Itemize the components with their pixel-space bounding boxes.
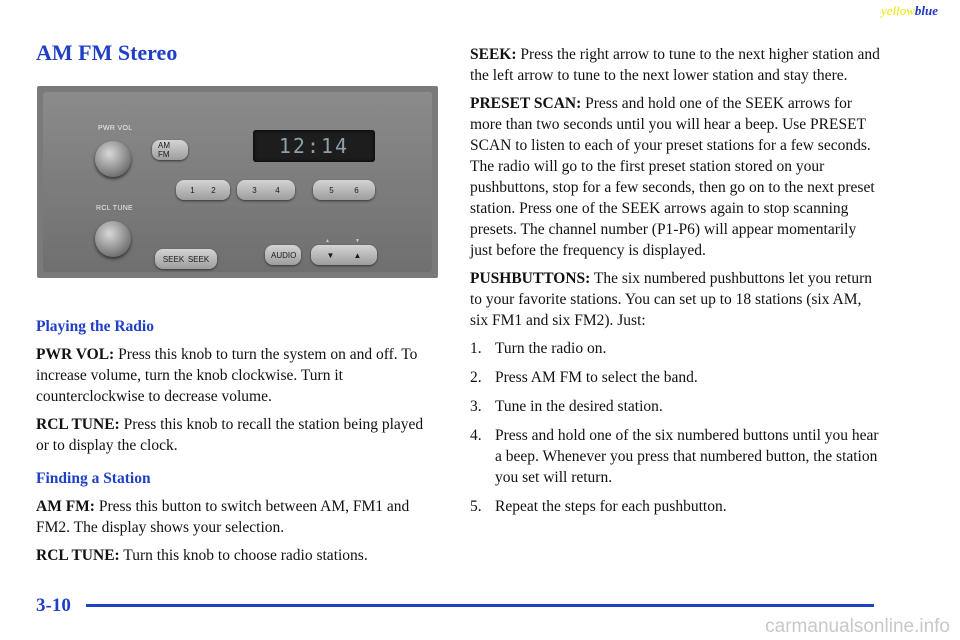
preset-scan-paragraph — [470, 93, 880, 261]
step-text: Repeat the steps for each pushbutton. — [495, 498, 727, 515]
preset-scan-text: Press and hold one of the SEEK arrows for more than two seconds until you will hear a beep. Use PRESET SCAN to listen to each of your preset stations for a few seconds. The radio will go to the first preset station stored on your pushbuttons, stop for a few seconds, then go on to the next preset station. Press one of the SEEK arrows again to stop scanning presets. The channel number (P1-P6) will appear momentarily just before the frequency is displayed. — [470, 95, 875, 259]
seek-paragraph — [470, 44, 880, 86]
seek-up-small-label: ▼ — [355, 238, 360, 244]
preset-4-label: 4 — [275, 185, 280, 195]
edition-tag-yellow: yellow — [880, 3, 915, 18]
list-item — [470, 338, 880, 359]
preset-scan-term: PRESET SCAN: — [470, 95, 582, 112]
step-text: Press and hold one of the six numbered buttons until you hear a beep. Whenever you press that numbered button, the station you set will return. — [495, 427, 879, 486]
pwr-vol-text: Press this knob to turn the system on and off. To increase volume, turn the knob clockwise. Turn it counterclockwise to decrease volume. — [36, 346, 418, 405]
preset-6-label: 6 — [354, 185, 359, 195]
radio-faceplate — [43, 92, 432, 272]
am-fm-paragraph — [36, 496, 438, 538]
watermark: carmanualsonline.info — [765, 616, 950, 637]
pwr-vol-knob-label: PWR VOL — [98, 125, 133, 132]
list-item — [470, 425, 880, 488]
rcl-tune-knob — [95, 221, 131, 257]
footer-rule — [86, 604, 874, 607]
rcl-tune-2-term: RCL TUNE: — [36, 547, 120, 564]
pwr-vol-term: PWR VOL: — [36, 346, 115, 363]
section-heading-finding-station: Finding a Station — [36, 470, 151, 487]
seek-up-arrow-icon: ▲ — [353, 250, 362, 260]
left-column — [36, 316, 438, 573]
seek-down-small-label: ▲ — [325, 238, 330, 244]
rcl-tune-knob-label: RCL TUNE — [96, 205, 134, 212]
rcl-tune-2-paragraph — [36, 545, 438, 566]
right-column — [470, 44, 880, 525]
pushbuttons-term: PUSHBUTTONS: — [470, 270, 591, 287]
step-number: 2. — [470, 369, 482, 386]
am-fm-text: Press this button to switch between AM, FM1 and FM2. The display shows your selection. — [36, 498, 410, 536]
radio-display — [253, 130, 375, 162]
edition-tag-blue: blue — [914, 3, 938, 18]
pwr-vol-paragraph — [36, 344, 438, 407]
pushbutton-steps-list — [470, 338, 880, 517]
rcl-tune-term: RCL TUNE: — [36, 416, 120, 433]
am-fm-radio-button-label: AM FM — [158, 141, 170, 159]
page-title: AM FM Stereo — [36, 40, 178, 65]
page-number: 3-10 — [36, 595, 71, 616]
rcl-tune-2-text: Turn this knob to choose radio stations. — [119, 547, 368, 564]
preset-button-5-6 — [313, 180, 375, 200]
seek-radio-button-label: SEEK — [162, 254, 185, 264]
audio-radio-button — [265, 245, 301, 265]
step-number: 5. — [470, 498, 482, 515]
step-text: Turn the radio on. — [495, 340, 607, 357]
pushbuttons-paragraph — [470, 268, 880, 331]
rcl-tune-paragraph — [36, 414, 438, 456]
seek-text: Press the right arrow to tune to the next higher station and the left arrow to tune to the next lower station and stay there. — [470, 46, 880, 84]
preset-button-3-4 — [237, 180, 295, 200]
radio-display-time: 12:14 — [278, 134, 350, 158]
preset-button-1-2 — [176, 180, 230, 200]
section-heading-playing-radio: Playing the Radio — [36, 318, 154, 335]
edition-tag — [881, 3, 938, 19]
rcl-tune-text: Press this knob to recall the station being played or to display the clock. — [36, 416, 424, 454]
seek-scan-radio-button — [155, 249, 217, 269]
step-text: Tune in the desired station. — [495, 398, 663, 415]
list-item — [470, 496, 880, 517]
seek-term: SEEK: — [470, 46, 517, 63]
list-item — [470, 396, 880, 417]
scan-radio-button-label: SEEK — [187, 254, 210, 264]
am-fm-radio-button — [152, 140, 188, 160]
step-number: 4. — [470, 427, 482, 444]
list-item — [470, 367, 880, 388]
seek-down-arrow-icon: ▼ — [326, 250, 335, 260]
step-text: Press AM FM to select the band. — [495, 369, 698, 386]
pushbuttons-text: The six numbered pushbuttons let you return to your favorite stations. You can set up to 18 stations (six AM, six FM1 and six FM2). Just: — [470, 270, 872, 329]
step-number: 1. — [470, 340, 482, 357]
audio-radio-button-label: AUDIO — [271, 250, 297, 260]
pwr-vol-knob — [95, 141, 131, 177]
seek-arrows-radio-button — [311, 245, 377, 265]
am-fm-term: AM FM: — [36, 498, 95, 515]
preset-5-label: 5 — [329, 185, 334, 195]
preset-2-label: 2 — [211, 185, 216, 195]
preset-1-label: 1 — [190, 185, 195, 195]
step-number: 3. — [470, 398, 482, 415]
preset-3-label: 3 — [252, 185, 257, 195]
radio-photo — [37, 86, 438, 278]
